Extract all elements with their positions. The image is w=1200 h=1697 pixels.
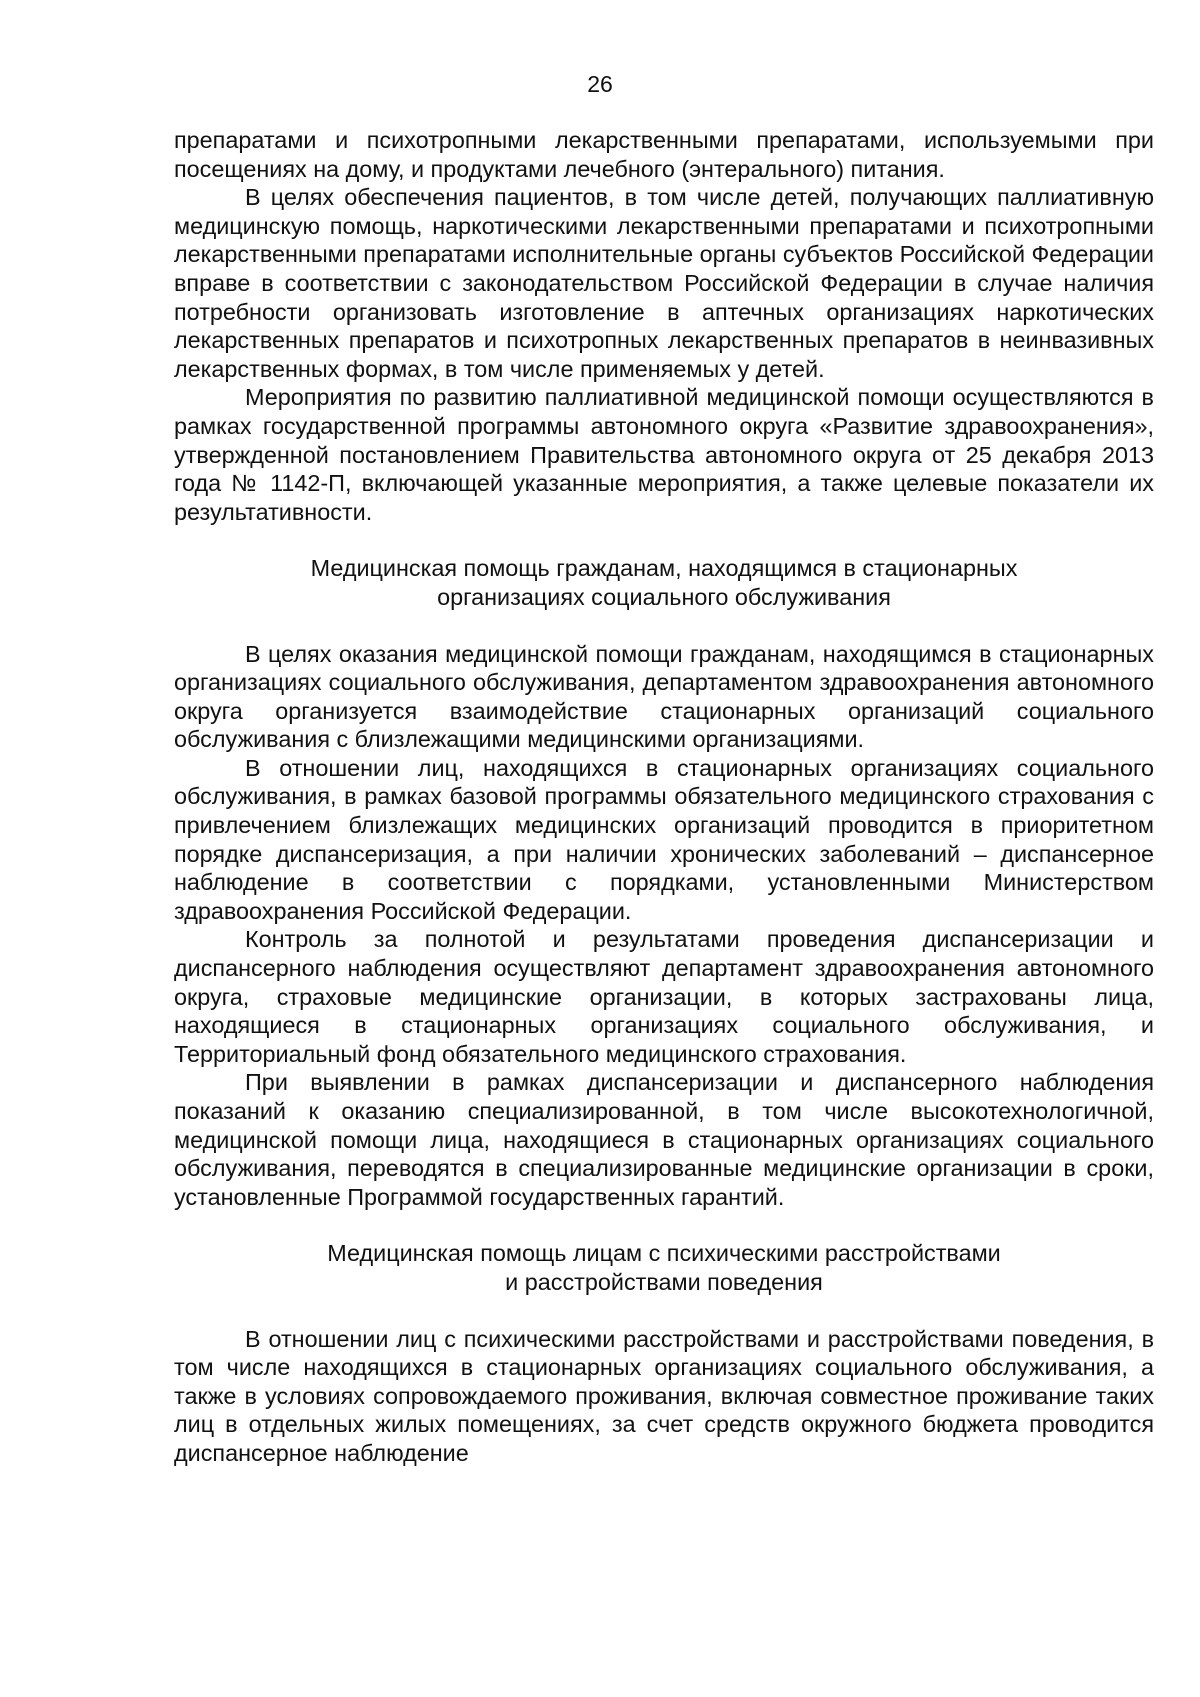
spacer xyxy=(174,1297,1154,1325)
paragraph-dispensary-examination: В отношении лиц, находящихся в стационарных организациях социального обслуживания, в рамках базовой программы обязательного медицинского страхования с привлечением близлежащих медицинских организаций проводится в приоритетном порядке диспансеризация, а при наличии хронических заболеваний – диспансерное наблюдение в соответствии с порядками, установленными Министерством здравоохранения Российской Федерации. xyxy=(174,754,1154,924)
paragraph-social-care-interaction: В целях оказания медицинской помощи гражданам, находящимся в стационарных организациях социального обслуживания, департаментом здравоохранения автономного округа организуется взаимодействие стационарных организаций социального обслуживания с близлежащими медицинскими организациями. xyxy=(174,640,1154,753)
paragraph-mental-disorders: В отношении лиц с психическими расстройствами и расстройствами поведения, в том числе находящихся в стационарных организациях социального обслуживания, а также в условиях сопровождаемого проживания, включая совместное проживание таких лиц в отдельных жилых помещениях, за счет средств окружного бюджета проводится диспансерное наблюдение xyxy=(174,1325,1154,1466)
paragraph-specialized-care: При выявлении в рамках диспансеризации и диспансерного наблюдения показаний к оказанию специализированной, в том числе высокотехнологичной, медицинской помощи лица, находящиеся в стационарных организациях социального обслуживания, переводятся в специализированные медицинские организации в сроки, установленные Программой государственных гарантий. xyxy=(174,1069,1154,1210)
heading-line: организациях социального обслуживания xyxy=(437,583,891,610)
heading-line: Медицинская помощь гражданам, находящимся в стационарных xyxy=(310,555,1018,582)
section-heading-social-care xyxy=(174,554,1154,611)
paragraph-drug-manufacturing: В целях обеспечения пациентов, в том числе детей, получающих паллиативную медицинскую помощь, наркотическими лекарственными препаратами и психотропными лекарственными препаратами исполнительные органы субъектов Российской Федерации вправе в соответствии с законодательством Российской Федерации в случае наличия потребности организовать изготовление в аптечных организациях наркотических лекарственных препаратов и психотропных лекарственных препаратов в неинвазивных лекарственных формах, в том числе применяемых у детей. xyxy=(174,184,1154,382)
section-heading-mental-disorders xyxy=(174,1239,1154,1296)
document-body xyxy=(174,126,1154,1468)
page-number: 26 xyxy=(587,71,613,97)
paragraph-control: Контроль за полнотой и результатами проведения диспансеризации и диспансерного наблюдения осуществляют департамент здравоохранения автономного округа, страховые медицинские организации, в которых застрахованы лица, находящиеся в стационарных организациях социального обслуживания, и Территориальный фонд обязательного медицинского страхования. xyxy=(174,926,1154,1067)
paragraph-palliative-program: Мероприятия по развитию паллиативной медицинской помощи осуществляются в рамках государственной программы автономного округа «Развитие здравоохранения», утвержденной постановлением Правительства автономного округа от 25 декабря 2013 года № 1142-П, включающей указанные мероприятия, а также целевые показатели их результативности. xyxy=(174,384,1154,525)
paragraph-continuation: препаратами и психотропными лекарственными препаратами, используемыми при посещениях на дому, и продуктами лечебного (энтерального) питания. xyxy=(174,127,1154,182)
spacer xyxy=(174,612,1154,640)
heading-line: Медицинская помощь лицам с психическими расстройствами xyxy=(327,1240,1001,1267)
heading-line: и расстройствами поведения xyxy=(505,1268,823,1295)
spacer xyxy=(174,1211,1154,1239)
spacer xyxy=(174,526,1154,554)
